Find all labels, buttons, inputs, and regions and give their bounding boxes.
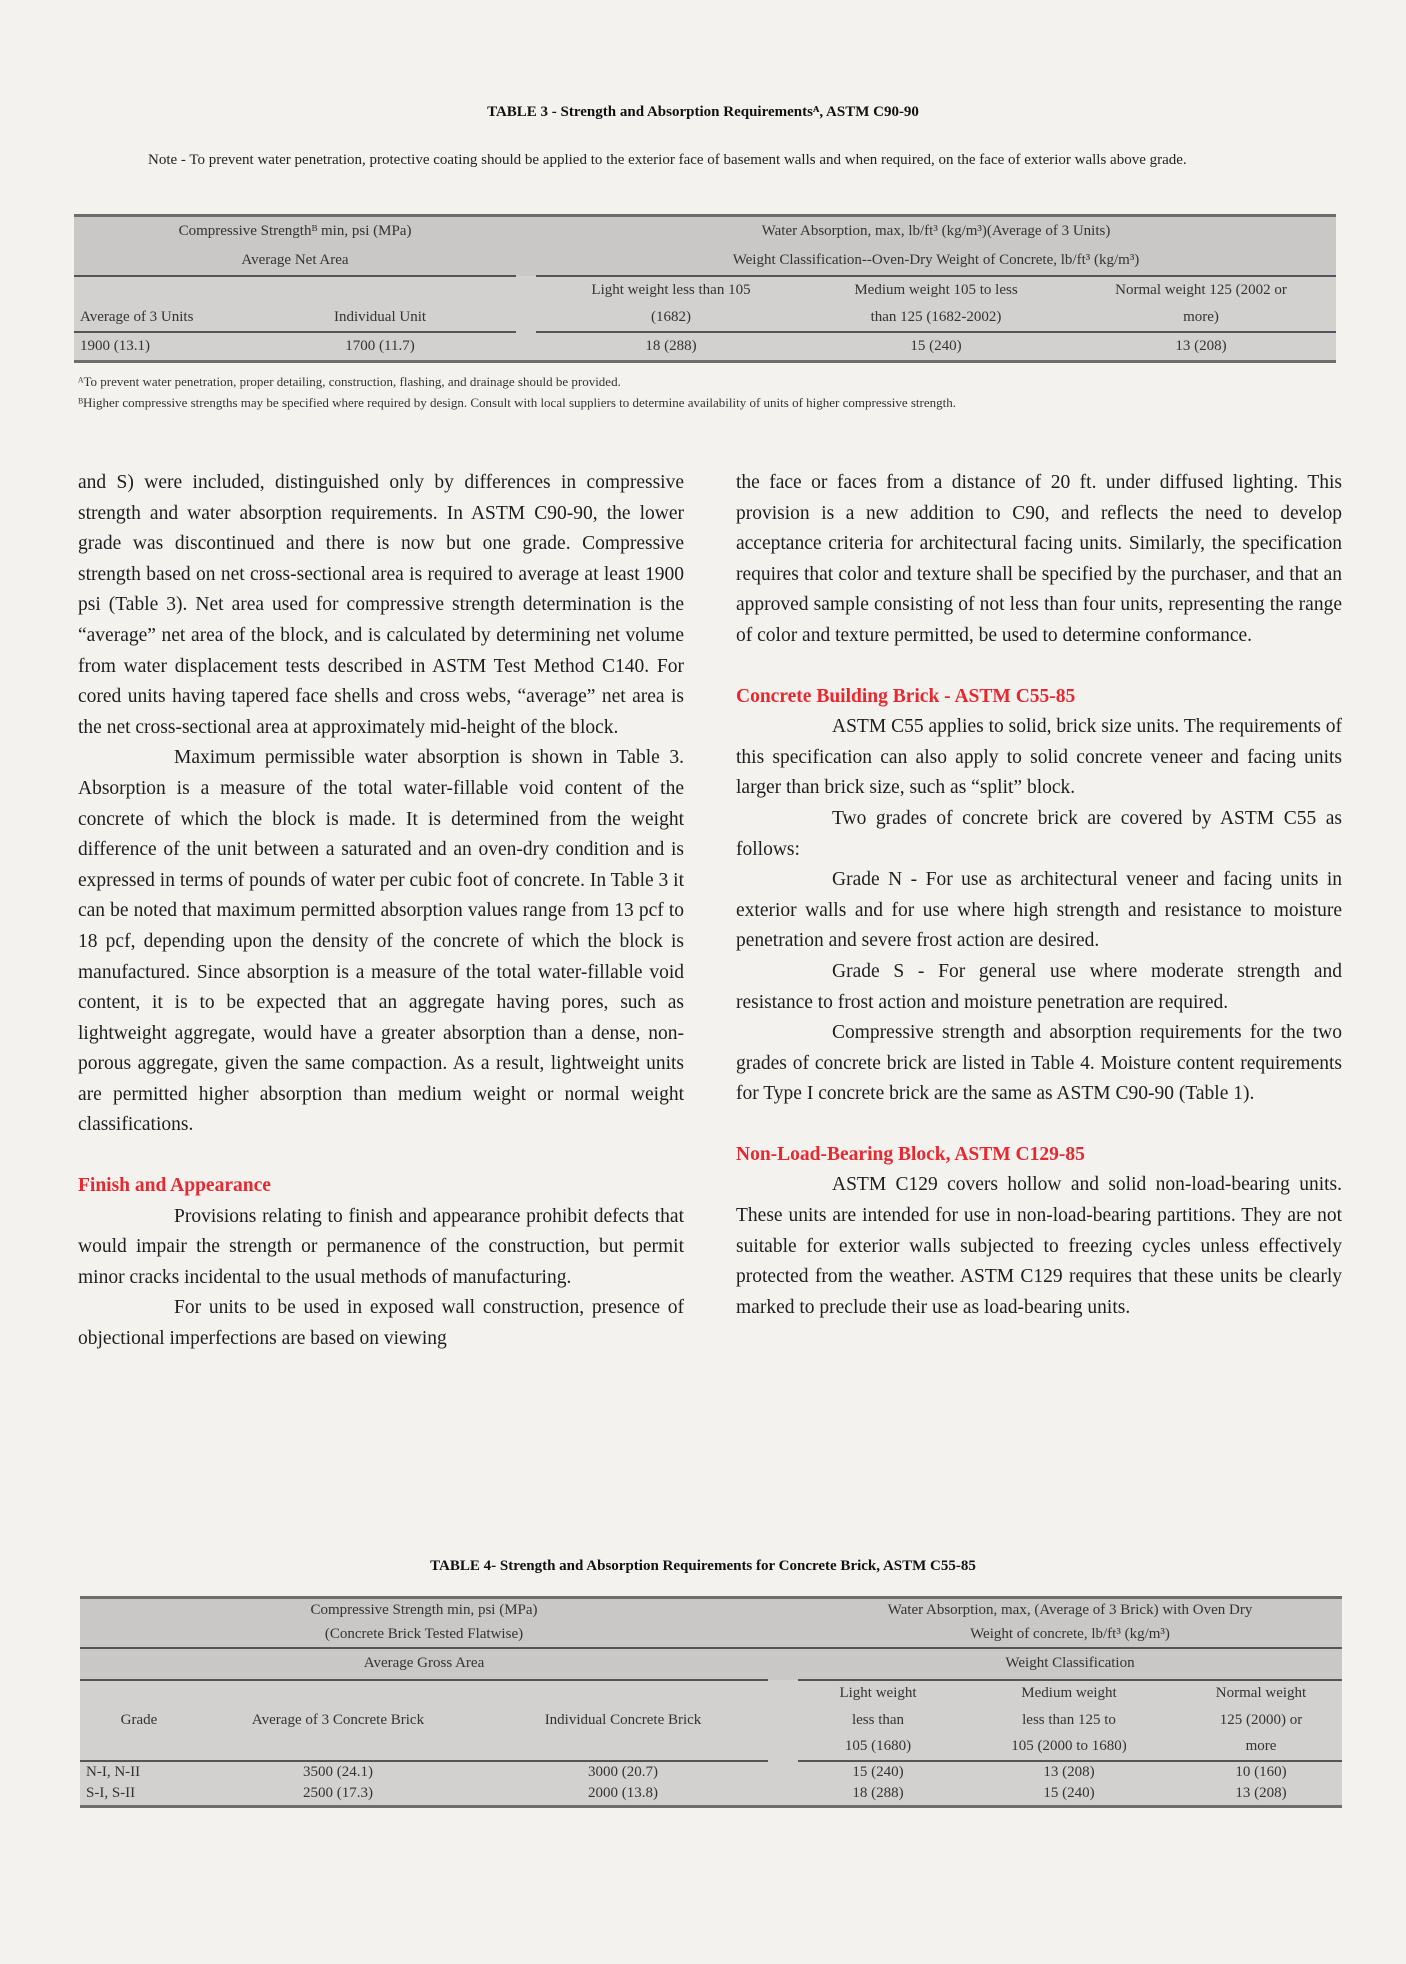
right-column (736, 468, 1342, 1323)
right-paragraph-2: ASTM C55 applies to solid, brick size units. The requirements of this specification can also apply to solid concrete veneer and facing units larger than brick size, such as “split” block. (736, 716, 1342, 799)
t4-header-water-2: Weight of concrete, lb/ft³ (kg/m³) (970, 1626, 1170, 1642)
t4-cell-light: 15 (240) (852, 1763, 904, 1780)
t4-col-medium-1: Medium weight (1021, 1685, 1117, 1701)
t4-col-light-1: Light weight (839, 1685, 917, 1701)
t3-header-water: Water Absorption, max, lb/ft³ (kg/m³)(Average of 3 Units) (761, 222, 1111, 239)
t4-cell-normal: 13 (208) (1235, 1785, 1287, 1802)
t3-col-avg3: Average of 3 Units (74, 304, 244, 332)
t3-cell-normal: 13 (208) (1175, 337, 1227, 354)
left-paragraph-1: and S) were included, distinguished only by differences in compressive strength and water absorption requirements. In ASTM C90-90, the lower grade was discontinued and there is now but one grade. Compressive strength based on net cross-sectional area is required to average at least 1900 psi (Table 3). Net area used for compressive strength determination is the “average” net area of the block, and is calculated by determining net volume from water displacement tests described in ASTM Test Method C140. For cored units having tapered face shells and cross webs, “average” net area is the net cross-sectional area at approximately mid-height of the block. (78, 472, 684, 738)
t4-header-weight-class: Weight Classification (798, 1648, 1342, 1680)
heading-concrete-brick: Concrete Building Brick - ASTM C55-85 (736, 685, 1076, 707)
t4-cell-individual: 3000 (20.7) (588, 1763, 658, 1780)
t4-col-normal-1: Normal weight (1215, 1685, 1307, 1701)
t4-cell-light: 18 (288) (852, 1785, 904, 1802)
table-row (74, 332, 1336, 362)
table4 (80, 1596, 1342, 1808)
t4-header-comp-2: (Concrete Brick Tested Flatwise) (324, 1626, 524, 1642)
t3-col-light-2: (1682) (536, 304, 806, 332)
t3-cell-medium: 15 (240) (910, 337, 962, 354)
right-paragraph-1: the face or faces from a distance of 20 ft. under diffused lighting. This provision is a new addition to C90, and reflects the need to develop acceptance criteria for architectural facing units. Similarly, the specification requires that color and texture shall be specified by the purchaser, and that an approved sample consisting of not less than four units, representing the range of color and texture permitted, be used to determine conformance. (736, 472, 1342, 646)
table3-footnote-b: ᴮHigher compressive strengths may be specified where required by design. Consult with local suppliers to determine availability of units of higher compressive strength. (78, 395, 956, 410)
t4-col-avg3: Average of 3 Concrete Brick (251, 1711, 425, 1728)
t3-cell-light: 18 (288) (645, 337, 697, 354)
right-paragraph-7: ASTM C129 covers hollow and solid non-load-bearing units. These units are intended for use in non-load-bearing partitions. They are not suitable for exterior walls subjected to freezing cycles unless effectively protected from the weather. ASTM C129 requires that these units be clearly marked to preclude their use as load-bearing units. (736, 1174, 1342, 1318)
t4-col-individual: Individual Concrete Brick (544, 1711, 702, 1728)
t4-header-water-1: Water Absorption, max, (Average of 3 Brick) with Oven Dry (887, 1602, 1253, 1619)
right-paragraph-5: Grade S - For general use where moderate strength and resistance to frost action and moisture penetration are required. (736, 960, 1342, 1013)
left-paragraph-3: Provisions relating to finish and appearance prohibit defects that would impair the strength or permanence of the construction, but permit minor cracks incidental to the usual methods of manufacturing. (78, 1205, 684, 1288)
t4-header-comp-1: Compressive Strength min, psi (MPa) (310, 1602, 538, 1619)
t4-cell-medium: 15 (240) (1043, 1785, 1095, 1802)
right-paragraph-3: Two grades of concrete brick are covered by ASTM C55 as follows: (736, 807, 1342, 860)
t3-header-compressive: Compressive Strengthᴮ min, psi (MPa) (178, 222, 412, 239)
left-column (78, 468, 684, 1355)
heading-finish-appearance: Finish and Appearance (78, 1175, 271, 1197)
t3-col-individual: Individual Unit (244, 304, 516, 332)
t3-header-net-area: Average Net Area (74, 246, 516, 276)
t3-cell-individual: 1700 (11.7) (345, 337, 415, 354)
t4-cell-normal: 10 (160) (1235, 1763, 1287, 1780)
t3-col-light-1: Light weight less than 105 (591, 281, 751, 298)
t4-cell-individual: 2000 (13.8) (588, 1785, 658, 1802)
right-paragraph-4: Grade N - For use as architectural veneer and facing units in exterior walls and for use where high strength and resistance to moisture penetration and severe frost action are desired. (736, 869, 1342, 952)
t4-col-light-3: 105 (1680) (798, 1734, 958, 1761)
table3 (74, 214, 1336, 363)
t4-cell-grade: N-I, N-II (86, 1763, 141, 1780)
t4-col-light-2: less than (851, 1711, 905, 1728)
t3-col-medium-2: than 125 (1682-2002) (806, 304, 1066, 332)
t4-col-normal-3: more (1180, 1734, 1342, 1761)
table-row (80, 1783, 1342, 1807)
t3-col-normal-2: more) (1066, 304, 1336, 332)
t4-header-gross-area: Average Gross Area (80, 1648, 768, 1680)
t3-header-weight-class: Weight Classification--Oven-Dry Weight of Concrete, lb/ft³ (kg/m³) (536, 246, 1336, 276)
t4-col-medium-2: less than 125 to (1022, 1711, 1116, 1728)
t4-cell-avg3: 2500 (17.3) (303, 1785, 373, 1802)
t3-col-normal-1: Normal weight 125 (2002 or (1115, 281, 1287, 298)
t4-cell-medium: 13 (208) (1043, 1763, 1095, 1780)
table3-caption: TABLE 3 - Strength and Absorption Requirementsᴬ, ASTM C90-90 (487, 104, 919, 120)
right-paragraph-6: Compressive strength and absorption requirements for the two grades of concrete brick are listed in Table 4. Moisture content requirements for Type I concrete brick are the same as ASTM C90-90 (Table 1). (736, 1022, 1342, 1105)
t4-col-grade: Grade (120, 1711, 158, 1728)
t4-cell-grade: S-I, S-II (86, 1785, 136, 1802)
table3-note: Note - To prevent water penetration, protective coating should be applied to the exterior face of basement walls and when required, on the face of exterior walls above grade. (148, 152, 1187, 168)
table3-footnote-a: ᴬTo prevent water penetration, proper detailing, construction, flashing, and drainage should be provided. (78, 374, 621, 389)
left-paragraph-2: Maximum permissible water absorption is shown in Table 3. Absorption is a measure of the total water-fillable void content of the concrete of which the block is made. It is determined from the weight difference of the unit between a saturated and an oven-dry condition and is expressed in terms of pounds of water per cubic foot of concrete. In Table 3 it can be noted that maximum permitted absorption values range from 13 pcf to 18 pcf, depending upon the density of the concrete of which the block is manufactured. Since absorption is a measure of the total water-fillable void content, it is to be expected that an aggregate having pores, such as lightweight aggregate, would have a greater absorption than a dense, non-porous aggregate, given the same compaction. As a result, lightweight units are permitted higher absorption than medium weight or normal weight classifications. (78, 747, 684, 1136)
left-paragraph-4: For units to be used in exposed wall construction, presence of objectional imperfections are based on viewing (78, 1297, 684, 1350)
t4-col-medium-3: 105 (2000 to 1680) (958, 1734, 1180, 1761)
table4-caption: TABLE 4- Strength and Absorption Requirements for Concrete Brick, ASTM C55-85 (430, 1558, 976, 1574)
heading-non-load-bearing: Non-Load-Bearing Block, ASTM C129-85 (736, 1143, 1085, 1165)
t4-col-normal-2: 125 (2000) or (1219, 1711, 1303, 1728)
t3-col-medium-1: Medium weight 105 to less (854, 281, 1018, 298)
t3-cell-avg3: 1900 (13.1) (80, 337, 150, 354)
t4-cell-avg3: 3500 (24.1) (303, 1763, 373, 1780)
table-row (80, 1761, 1342, 1783)
